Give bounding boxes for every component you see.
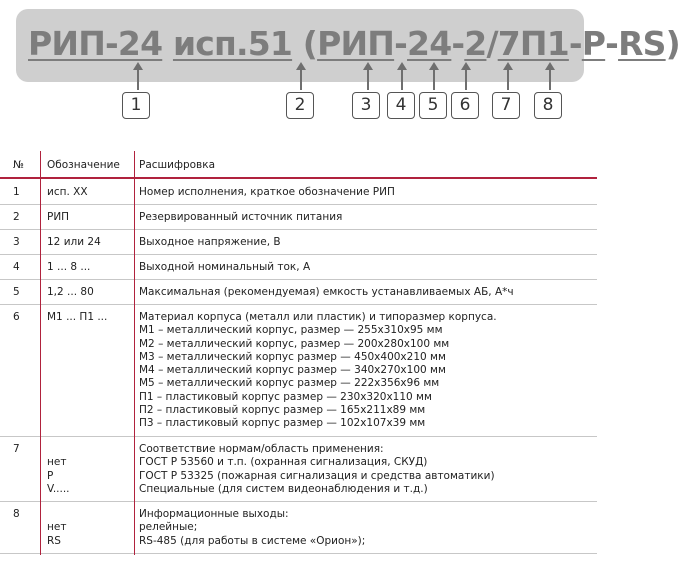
code-part: 24 (407, 24, 452, 63)
code-part: 7 (497, 24, 520, 63)
row-decoding: Выходной номинальный ток, А (139, 261, 311, 273)
row-number: 4 (13, 261, 20, 273)
callout-number-5: 5 (419, 92, 447, 119)
table-row (0, 503, 597, 554)
row-designation: нет RS (47, 521, 67, 547)
callout-arrow-icon (300, 68, 302, 90)
column-divider (40, 151, 41, 555)
row-number: 8 (13, 508, 20, 520)
row-number: 1 (13, 186, 20, 198)
table-row (0, 256, 597, 280)
header-decoding: Расшифровка (139, 159, 216, 171)
callout-arrow-icon (433, 68, 435, 90)
table-row (0, 181, 597, 205)
row-designation: М1 ... П1 ... (47, 311, 108, 323)
header-designation: Обозначение (47, 159, 120, 171)
code-part (162, 24, 173, 63)
row-number: 3 (13, 236, 20, 248)
code-part: исп.51 (172, 24, 293, 63)
callout-arrow-icon (465, 68, 467, 90)
code-part: ) (665, 24, 680, 63)
callout-number-4: 4 (387, 92, 415, 119)
callout-arrow-icon (401, 68, 403, 90)
code-part: РИП-24 (28, 24, 163, 63)
column-divider (134, 151, 135, 555)
code-part: - (568, 24, 582, 63)
row-number: 5 (13, 286, 20, 298)
row-designation: нет Р V..... (47, 456, 70, 495)
callout-number-8: 8 (534, 92, 562, 119)
code-part: П1 (519, 24, 569, 63)
header-number: № (13, 159, 24, 171)
code-part: РИП (317, 24, 395, 63)
code-part: - (451, 24, 465, 63)
row-decoding: Информационные выходы: релейные; RS-485 (для работы в системе «Орион»); (139, 508, 366, 547)
code-part: RS (618, 24, 666, 63)
row-decoding: Максимальная (рекомендуемая) емкость устанавливаемых АБ, А*ч (139, 286, 514, 298)
callout-arrow-icon (507, 68, 509, 90)
table-row (0, 281, 597, 305)
table-row (0, 438, 597, 502)
code-part: - (394, 24, 408, 63)
code-part: Р (581, 24, 606, 63)
code-part: - (605, 24, 619, 63)
row-number: 6 (13, 311, 20, 323)
row-decoding: Номер исполнения, краткое обозначение РИП (139, 186, 395, 198)
callout-arrow-icon (367, 68, 369, 90)
row-decoding: Материал корпуса (металл или пластик) и типоразмер корпуса. М1 – металлический корпус, размер — 255х310х95 мм М2 – металлический корпус, размер — 200х280х100 мм М3 – металлический корпус размер — 450х400х210 мм М4 – металлический корпус размер — 340х270х100 мм М5 – металлический корпус размер — 222х356х96 мм П1 – пластиковый корпус размер — 230х320х110 мм П2 – пластиковый корпус размер — 165х211х89 мм П3 – пластиковый корпус размер — 102х107х39 мм (139, 311, 497, 430)
callout-number-1: 1 (122, 92, 150, 119)
row-number: 7 (13, 443, 20, 455)
code-part: ( (292, 24, 318, 63)
row-decoding: Резервированный источник питания (139, 211, 343, 223)
callout-number-3: 3 (352, 92, 380, 119)
row-designation: 1 ... 8 ... (47, 261, 91, 273)
row-designation: 12 или 24 (47, 236, 101, 248)
callout-number-2: 2 (286, 92, 314, 119)
code-part: 2 (464, 24, 487, 63)
row-designation: РИП (47, 211, 70, 223)
callout-arrow-icon (549, 68, 551, 90)
callout-number-7: 7 (492, 92, 520, 119)
callout-number-6: 6 (451, 92, 479, 119)
code-part: / (486, 24, 498, 63)
table-row (0, 306, 597, 437)
table-row (0, 206, 597, 230)
row-designation: исп. XX (47, 186, 88, 198)
row-designation: 1,2 ... 80 (47, 286, 94, 298)
designation-code (28, 22, 680, 66)
callout-arrow-icon (137, 68, 139, 90)
table-row (0, 231, 597, 255)
row-number: 2 (13, 211, 20, 223)
row-decoding: Соответствие нормам/область применения: ГОСТ Р 53560 и т.п. (охранная сигнализация, СКУД) ГОСТ Р 53325 (пожарная сигнализация и средства автоматики) Специальные (для систем видеонаблюдения и т.д.) (139, 443, 495, 495)
table-header-row (0, 151, 597, 179)
row-decoding: Выходное напряжение, В (139, 236, 281, 248)
